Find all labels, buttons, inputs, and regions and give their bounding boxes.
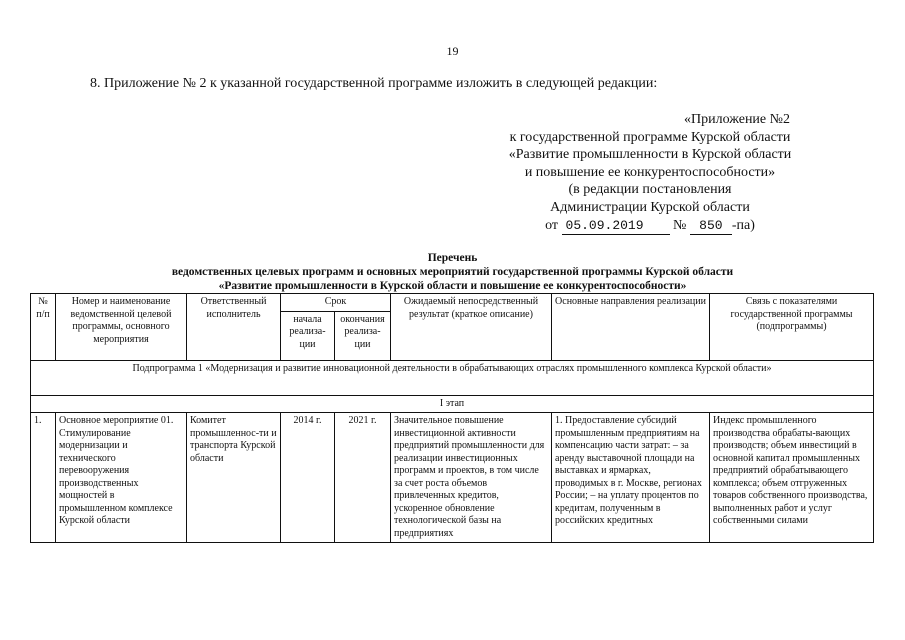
cell-result: Значительное повышение инвестиционной активности предприятий промышленности для реализации инвестиционных программ и проектов, в том числе за счет роста объемов привлеченных кредитов, ускоренное обновление технологической базы на предприятиях	[391, 413, 552, 543]
appendix-title: «Приложение №2	[684, 112, 790, 127]
stage-title: I этап	[31, 395, 874, 413]
appendix-line-name2: и повышение ее конкурентоспособности»	[524, 164, 776, 180]
header-executor: Ответственный исполнитель	[187, 294, 281, 361]
header-start: начала реализа-ции	[281, 311, 335, 360]
table-header-row	[31, 294, 874, 312]
cell-num: 1.	[31, 413, 56, 543]
table-row	[31, 413, 874, 543]
number-label: №	[673, 217, 687, 233]
intro-paragraph: 8. Приложение № 2 к указанной государственной программе изложить в следующей редакции:	[90, 76, 658, 91]
appendix-date-line	[440, 217, 860, 236]
list-title	[0, 251, 905, 293]
cell-executor: Комитет промышленнос-ти и транспорта Курской области	[187, 413, 281, 543]
appendix-line-edition: (в редакции постановления	[568, 182, 732, 198]
decree-date: 05.09.2019	[562, 217, 670, 236]
header-period: Срок	[281, 294, 391, 312]
header-name: Номер и наименование ведомственной целевой программы, основного мероприятия	[56, 294, 187, 361]
decree-number: 850	[690, 217, 732, 236]
header-num: № п/п	[31, 294, 56, 361]
appendix-line-administration: Администрации Курской области	[550, 199, 750, 215]
list-title-line2: ведомственных целевых программ и основных мероприятий государственной программы Курской области	[171, 266, 734, 278]
from-label: от	[545, 217, 559, 233]
list-title-line1: Перечень	[427, 252, 478, 264]
list-title-line3: «Развитие промышленности в Курской области и повышение ее конкурентоспособности»	[218, 280, 687, 292]
stage-row	[31, 395, 874, 413]
cell-end: 2021 г.	[335, 413, 391, 543]
cell-directions: 1. Предоставление субсидий промышленным предприятиям на компенсацию части затрат: – за аренду выставочной площади на выставках и ярмарках, проводимых в г. Москве, регионах России; – на уплату процентов по кредитам, полученным в российских кредитных	[552, 413, 710, 543]
header-result: Ожидаемый непосредственный результат (краткое описание)	[391, 294, 552, 361]
header-directions: Основные направления реализации	[552, 294, 710, 361]
cell-start: 2014 г.	[281, 413, 335, 543]
subprogram-title: Подпрограмма 1 «Модернизация и развитие инновационной деятельности в обрабатывающих отраслях промышленного комплекса Курской области»	[31, 360, 874, 395]
appendix-line-name1: «Развитие промышленности в Курской области	[508, 147, 792, 163]
subprogram-row	[31, 360, 874, 395]
header-link: Связь с показателями государственной программы (подпрограммы)	[710, 294, 874, 361]
cell-name: Основное мероприятие 01. Стимулирование модернизации и технического перевооружения производственных мощностей в промышленном комплексе Курской области	[56, 413, 187, 543]
cell-link: Индекс промышленного производства обрабаты-вающих производств; объем инвестиций в основной капитал промышленных предприятий обрабатывающего комплекса; объем отгруженных товаров собственного производства, выполненных работ и услуг собственными силами	[710, 413, 874, 543]
appendix-line-program: к государственной программе Курской области	[509, 129, 791, 145]
programs-table	[30, 293, 874, 543]
header-end: окончания реализа-ции	[335, 311, 391, 360]
appendix-header	[440, 111, 860, 235]
page-number: 19	[446, 44, 459, 58]
decree-suffix: -па)	[731, 217, 755, 233]
